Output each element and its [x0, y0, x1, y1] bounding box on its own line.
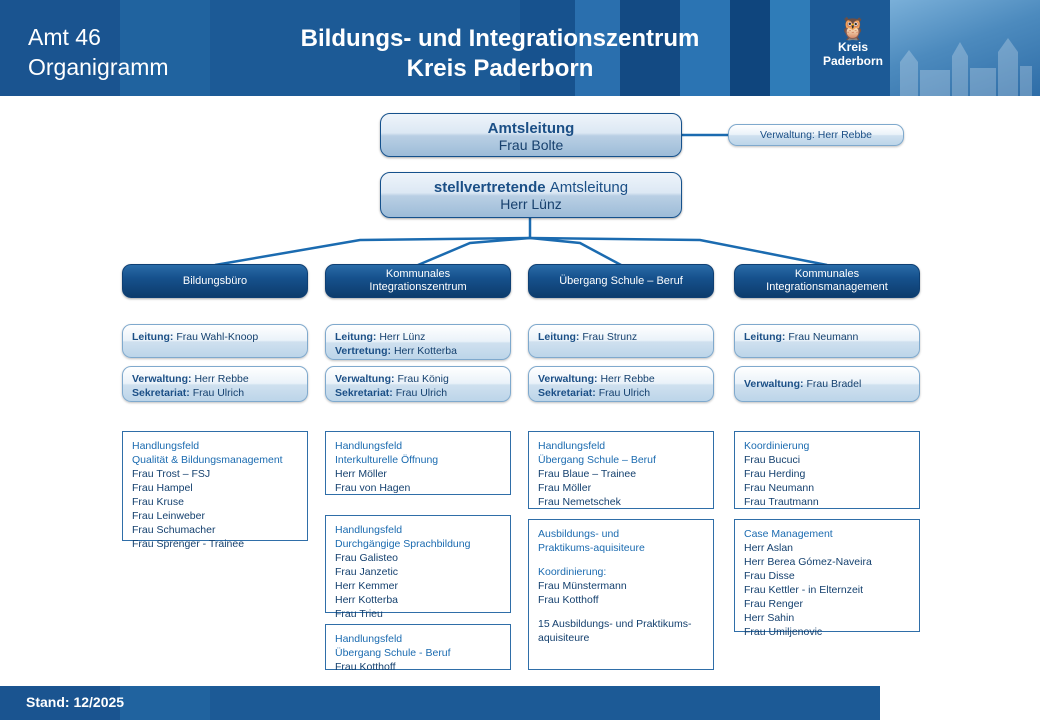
- verwaltung-row-1b: [132, 386, 298, 400]
- block-3-2-name-1: Frau Kotthoff: [538, 594, 599, 606]
- block-2-2-name-1: Frau Janzetic: [335, 566, 399, 578]
- block-2-2-name-3: Herr Kotterba: [335, 594, 399, 606]
- block-3-2-spacer: [538, 555, 704, 565]
- block-3-1-title-l2: Übergang Schule – Beruf: [538, 454, 656, 466]
- block-3-2-title-l2: Praktikums-aquisiteure: [538, 542, 645, 554]
- footer-stand: Stand: 12/2025: [26, 694, 125, 710]
- dept-head-label-2-l2: Integrationszentrum: [369, 281, 467, 293]
- dept-head-kommunales-integrationsmanagement[interactable]: [734, 264, 920, 298]
- leitung-value-4: Frau Neumann: [788, 331, 859, 343]
- stellv-person: Herr Lünz: [500, 196, 562, 212]
- block-2-2[interactable]: [325, 515, 511, 620]
- leitung-label-3: Leitung:: [538, 331, 580, 343]
- verwaltung-label-1b: Sekretariat:: [132, 387, 190, 399]
- dept-head-label-1: Bildungsbüro: [182, 274, 248, 287]
- vertretung-value-2: Herr Kotterba: [393, 345, 457, 357]
- dept-head-label-2-l1: Kommunales: [385, 268, 451, 280]
- block-4-2-name-0: Herr Aslan: [744, 542, 794, 554]
- dept-head-bildungsbuero[interactable]: [122, 264, 308, 298]
- block-2-2-title-l2: Durchgängige Sprachbildung: [335, 538, 471, 550]
- verwaltung-label-2b: Sekretariat:: [335, 387, 393, 399]
- block-2-1-name-0: Herr Möller: [335, 468, 387, 480]
- node-stellv-amtsleitung[interactable]: [380, 172, 682, 218]
- stellv-title-rest: Amtsleitung: [549, 179, 629, 196]
- block-1-1-name-0: Frau Trost – FSJ: [132, 468, 211, 480]
- block-4-1-name-2: Frau Neumann: [744, 482, 815, 494]
- page-title-line2: Organigramm: [28, 54, 169, 80]
- block-2-1-title-l2: Interkulturelle Öffnung: [335, 454, 439, 466]
- block-3-1-name-0: Frau Blaue – Trainee: [538, 468, 637, 480]
- bird-icon: 🦉: [839, 16, 867, 41]
- block-4-1-name-3: Frau Trautmann: [744, 496, 819, 508]
- block-3-2-title-l1: Ausbildungs- und: [538, 528, 620, 540]
- block-3-2-name-0: Frau Münstermann: [538, 580, 627, 592]
- page-header: [0, 0, 1040, 96]
- block-4-1-name-0: Frau Bucuci: [744, 454, 801, 466]
- verwaltung-value: Herr Rebbe: [817, 129, 873, 141]
- stellv-title-bold: stellvertretende: [433, 179, 546, 196]
- page-footer: [0, 686, 1040, 720]
- verwaltung-value-3b: Frau Ulrich: [598, 387, 651, 399]
- logo-mark: [816, 18, 890, 68]
- verwaltung-value-2a: Frau König: [397, 373, 449, 385]
- leitung-bar-3[interactable]: [528, 324, 714, 358]
- verwaltung-bar-1[interactable]: [122, 366, 308, 402]
- block-2-3-title-l1: Handlungsfeld: [335, 633, 403, 645]
- leitung-label-2: Leitung:: [335, 331, 377, 343]
- leitung-bar-1[interactable]: [122, 324, 308, 358]
- dept-head-uebergang-schule-beruf[interactable]: [528, 264, 714, 298]
- amtsleitung-person: Frau Bolte: [498, 137, 564, 153]
- dept-head-kommunales-integrationszentrum[interactable]: [325, 264, 511, 298]
- block-3-2[interactable]: [528, 519, 714, 670]
- logo: [810, 0, 1040, 96]
- block-1-1-title-l2: Qualität & Bildungsmanagement: [132, 454, 283, 466]
- leitung-label-1: Leitung:: [132, 331, 174, 343]
- block-3-1-name-1: Frau Möller: [538, 482, 592, 494]
- block-1-1[interactable]: [122, 431, 308, 550]
- leitung-value-1: Frau Wahl-Knoop: [176, 331, 259, 343]
- dept-head-label-4-l1: Kommunales: [794, 268, 860, 280]
- verwaltung-row-2a: [335, 372, 501, 386]
- verwaltung-label-4a: Verwaltung:: [744, 378, 804, 390]
- amtsleitung-title: Amtsleitung: [487, 120, 575, 137]
- block-4-2-name-6: Frau Umiljenovic: [744, 626, 823, 638]
- block-1-1-name-4: Frau Schumacher: [132, 524, 216, 536]
- verwaltung-label-3b: Sekretariat:: [538, 387, 596, 399]
- verwaltung-row-4a: [744, 377, 910, 391]
- verwaltung-row-3b: [538, 386, 704, 400]
- verwaltung-value-1a: Herr Rebbe: [194, 373, 249, 385]
- leitung-label-4: Leitung:: [744, 331, 786, 343]
- block-4-2-title-l1: Case Management: [744, 528, 833, 540]
- block-4-1[interactable]: [734, 431, 920, 509]
- block-4-2-name-1: Herr Berea Gómez-Naveira: [744, 556, 872, 568]
- leitung-bar-2[interactable]: [325, 324, 511, 360]
- verwaltung-value-2b: Frau Ulrich: [395, 387, 448, 399]
- logo-line2: Paderborn: [822, 54, 883, 68]
- leitung-row-2b: [335, 344, 501, 358]
- block-3-2-note: 15 Ausbildungs- und Praktikums-aquisiteure: [538, 618, 692, 644]
- block-2-3-name-0: Frau Kotthoff: [335, 661, 396, 673]
- block-3-2-spacer-2: [538, 607, 704, 617]
- block-4-1-name-1: Frau Herding: [744, 468, 806, 480]
- block-2-1-title-l1: Handlungsfeld: [335, 440, 403, 452]
- verwaltung-row-2b: [335, 386, 501, 400]
- block-2-3-title-l2: Übergang Schule - Beruf: [335, 647, 451, 659]
- verwaltung-value-4a: Frau Bradel: [806, 378, 862, 390]
- block-3-2-subtitle: Koordinierung:: [538, 566, 607, 578]
- block-4-2[interactable]: [734, 519, 920, 638]
- block-1-1-name-3: Frau Leinweber: [132, 510, 205, 522]
- verwaltung-bar-3[interactable]: [528, 366, 714, 402]
- node-verwaltung-amtsleitung[interactable]: [728, 124, 904, 146]
- dept-head-label-3: Übergang Schule – Beruf: [559, 274, 683, 287]
- block-1-1-name-2: Frau Kruse: [132, 496, 184, 508]
- verwaltung-row-1a: [132, 372, 298, 386]
- stellv-title: [381, 179, 681, 196]
- verwaltung-label: Verwaltung:: [759, 129, 815, 141]
- block-4-2-name-4: Frau Renger: [744, 598, 803, 610]
- verwaltung-bar-2[interactable]: [325, 366, 511, 402]
- castle-silhouette-icon: [894, 34, 1034, 96]
- footer-stripe-3: [880, 686, 1040, 720]
- verwaltung-bar-4[interactable]: [734, 366, 920, 402]
- verwaltung-value-3a: Herr Rebbe: [600, 373, 655, 385]
- block-2-2-title-l1: Handlungsfeld: [335, 524, 403, 536]
- block-2-2-name-0: Frau Galisteo: [335, 552, 399, 564]
- verwaltung-label-3a: Verwaltung:: [538, 373, 598, 385]
- verwaltung-value-1b: Frau Ulrich: [192, 387, 245, 399]
- block-2-1-name-1: Frau von Hagen: [335, 482, 411, 494]
- leitung-value-3: Frau Strunz: [582, 331, 638, 343]
- leitung-value-2: Herr Lünz: [379, 331, 426, 343]
- verwaltung-label-2a: Verwaltung:: [335, 373, 395, 385]
- block-2-2-name-4: Frau Trieu: [335, 608, 383, 620]
- vertretung-label-2: Vertretung:: [335, 345, 392, 357]
- block-2-3[interactable]: [325, 624, 511, 673]
- leitung-bar-4[interactable]: [734, 324, 920, 358]
- verwaltung-row-3a: [538, 372, 704, 386]
- block-2-2-name-2: Herr Kemmer: [335, 580, 399, 592]
- block-4-2-name-3: Frau Kettler - in Elternzeit: [744, 584, 864, 596]
- dept-head-label-4-l2: Integrationsmanagement: [766, 281, 888, 293]
- org-title-line1: Bildungs- und Integrationszentrum: [300, 25, 700, 52]
- page-title: [28, 22, 169, 82]
- node-amtsleitung[interactable]: [380, 113, 682, 157]
- block-3-1-name-2: Frau Nemetschek: [538, 496, 621, 508]
- block-4-1-title-l1: Koordinierung: [744, 440, 810, 452]
- leitung-row-2a: [335, 330, 501, 344]
- block-2-1[interactable]: [325, 431, 511, 495]
- page-title-line1: Amt 46: [28, 24, 101, 50]
- logo-line1: Kreis: [837, 40, 869, 54]
- block-4-2-name-2: Frau Disse: [744, 570, 795, 582]
- verwaltung-label-1a: Verwaltung:: [132, 373, 192, 385]
- block-1-1-name-1: Frau Hampel: [132, 482, 193, 494]
- block-1-1-name-5: Frau Sprenger - Trainee: [132, 538, 245, 550]
- org-title: [200, 24, 800, 84]
- block-4-2-name-5: Herr Sahin: [744, 612, 795, 624]
- block-1-1-title-l1: Handlungsfeld: [132, 440, 200, 452]
- block-3-1-title-l1: Handlungsfeld: [538, 440, 606, 452]
- org-title-line2: Kreis Paderborn: [406, 55, 594, 82]
- block-3-1[interactable]: [528, 431, 714, 509]
- footer-stripe-2: [120, 686, 210, 720]
